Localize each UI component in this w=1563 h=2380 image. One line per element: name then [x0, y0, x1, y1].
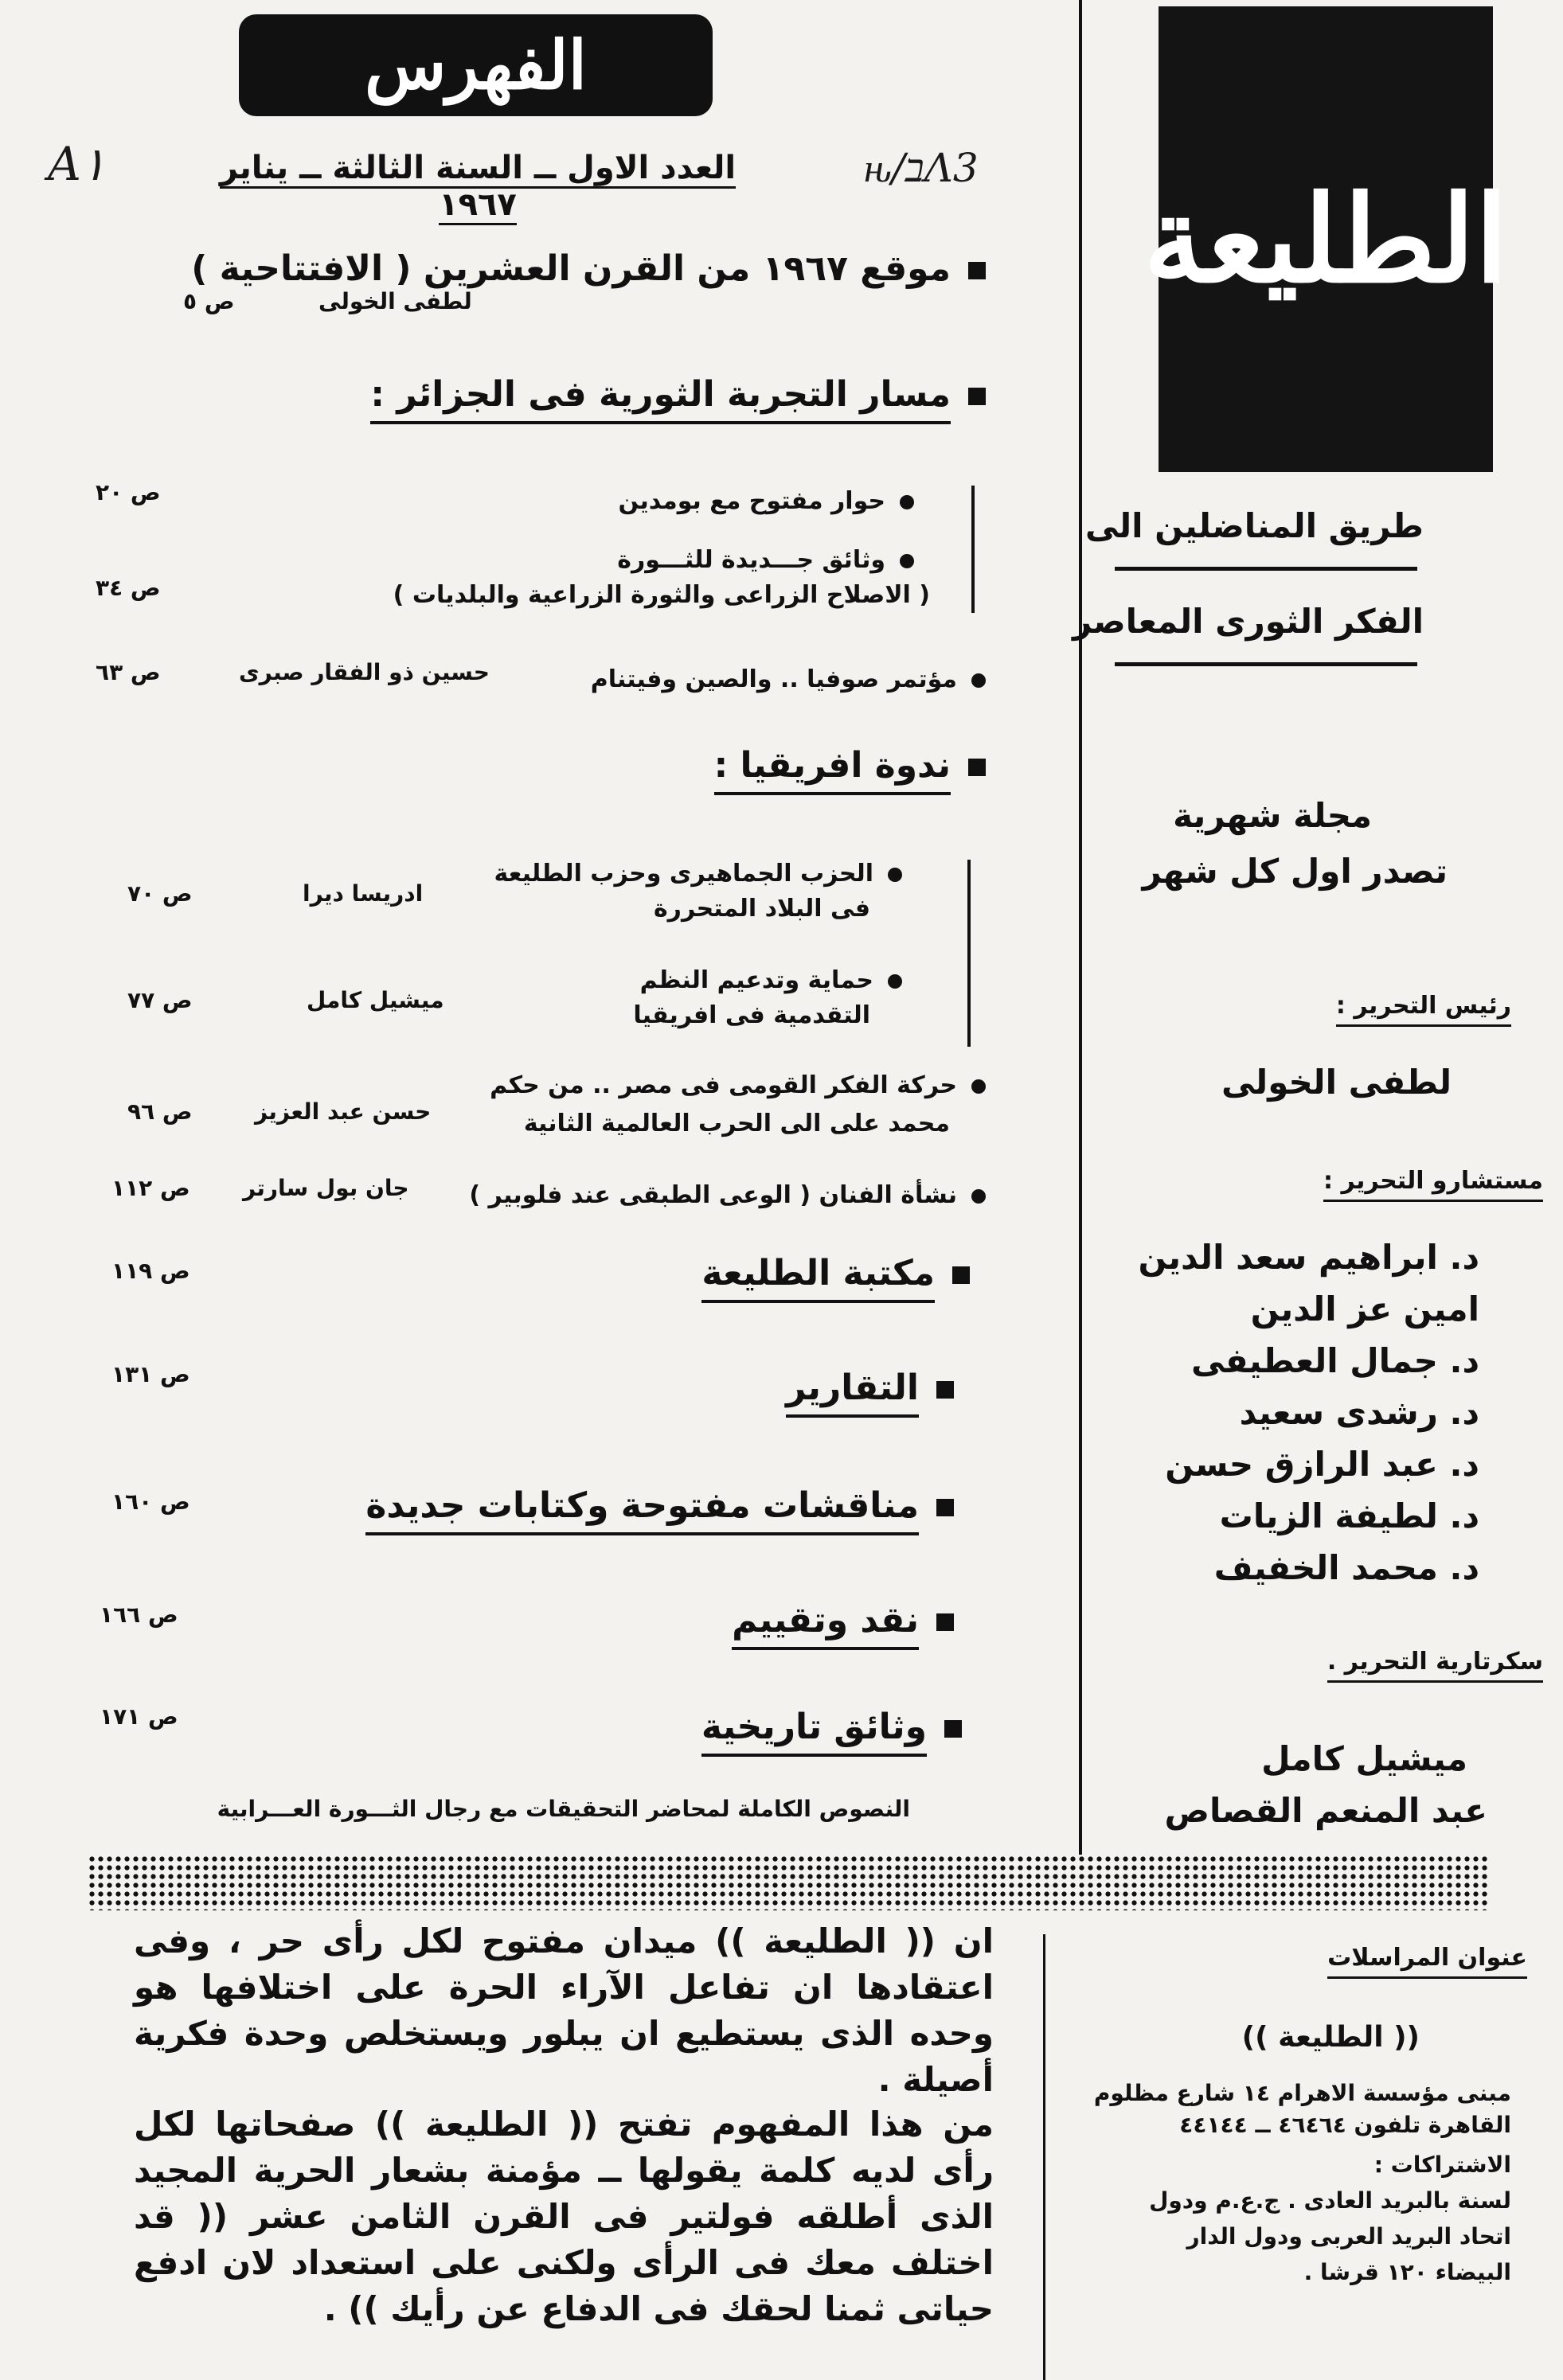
advisor-name: د. محمد الخفيف	[1213, 1548, 1479, 1587]
entry-page: ص ١٦٠	[111, 1488, 190, 1515]
entry-page: ص ٩٦	[127, 1098, 193, 1125]
round-bullet-icon	[900, 495, 914, 509]
round-bullet-icon	[971, 673, 986, 688]
group-bracket	[967, 860, 971, 1047]
entry-author: حسين ذو الفقار صبرى	[239, 659, 490, 685]
entry-subtitle: فى البلاد المتحررة	[653, 895, 870, 923]
advisors-label: مستشارو التحرير :	[1323, 1167, 1543, 1202]
round-bullet-icon	[888, 974, 902, 989]
entry-title: حركة الفكر القومى فى مصر .. من حكم	[490, 1071, 957, 1099]
entry-author: لطفى الخولى	[318, 288, 472, 314]
subscription-line: اتحاد البريد العربى ودول الدار	[1186, 2223, 1511, 2249]
index-entry-debates[interactable]	[365, 1485, 954, 1526]
secretariat-label: سكرتارية التحرير .	[1327, 1648, 1543, 1683]
subscription-line: لسنة بالبريد العادى . ج.ع.م ودول	[1149, 2187, 1511, 2214]
index-entry-africa[interactable]	[714, 745, 986, 786]
index-entry-nationalism[interactable]	[490, 1071, 986, 1099]
entry-title: نشأة الفنان ( الوعى الطبقى عند فلوبير )	[469, 1181, 957, 1209]
entry-author: ادريسا ديرا	[303, 880, 424, 907]
advisor-name: د. لطيفة الزيات	[1219, 1496, 1479, 1535]
index-entry-reports[interactable]	[786, 1368, 954, 1408]
correspondence-label	[1081, 1942, 1527, 1974]
entry-subtitle: ( الاصلاح الزراعى والثورة الزراعية والبلديات )	[393, 581, 930, 609]
issue-line-text: العدد الاول ــ السنة الثالثة ــ يناير ١٩٦٧	[220, 150, 736, 225]
tagline-line-2: الفكر الثورى المعاصر	[1072, 602, 1424, 641]
entry-author: جان بول سارتر	[243, 1175, 409, 1201]
subscription-line: البيضاء ١٢٠ قرشا .	[1303, 2259, 1511, 2285]
tagline-rule	[1115, 662, 1417, 666]
entry-title: الحزب الجماهيرى وحزب الطليعة	[494, 860, 873, 888]
entry-subtitle: محمد على الى الحرب العالمية الثانية	[523, 1110, 950, 1137]
index-entry-algeria[interactable]	[370, 374, 986, 415]
handwritten-mark-left: A١	[48, 137, 107, 191]
entry-page: ص ١٦٦	[100, 1602, 178, 1628]
entry-page: ص ١١٩	[111, 1258, 190, 1284]
index-heading: الفهرس	[239, 14, 713, 116]
entry-subtitle: التقدمية فى افريقيا	[633, 1001, 870, 1029]
entry-page: ص ١٧١	[100, 1703, 178, 1730]
index-entry-africa-1[interactable]	[494, 860, 902, 888]
entry-title: مؤتمر صوفيا .. والصين وفيتنام	[590, 665, 957, 693]
issue-line	[183, 150, 772, 223]
tagline-line-1: طريق المناضلين الى	[1084, 506, 1424, 545]
square-bullet-icon	[968, 262, 986, 279]
entry-title: ندوة افريقيا :	[714, 745, 951, 795]
entry-page: ص ٢٠	[96, 479, 161, 505]
entry-title: مسار التجربة الثورية فى الجزائر :	[370, 374, 951, 424]
advisor-name: د. عبد الرازق حسن	[1165, 1445, 1479, 1484]
index-entry-algeria-2[interactable]	[617, 546, 914, 574]
square-bullet-icon	[968, 759, 986, 776]
index-entry-library[interactable]	[701, 1253, 970, 1293]
phone-line: القاهرة تلفون ٤٦٤٦٤ ــ ٤٤١٤٤	[1179, 2112, 1511, 2138]
bottom-divider	[1043, 1934, 1045, 2380]
entry-page: ص ١١٢	[111, 1175, 190, 1201]
entry-title: مكتبة الطليعة	[701, 1253, 935, 1303]
entry-title: وثائق جـــديدة للثـــورة	[617, 546, 885, 574]
column-divider	[1079, 0, 1082, 1855]
square-bullet-icon	[952, 1266, 970, 1284]
round-bullet-icon	[971, 1079, 986, 1094]
round-bullet-icon	[971, 1189, 986, 1204]
entry-title: وثائق تاريخية	[701, 1707, 927, 1757]
editor-name: لطفى الخولى	[1221, 1063, 1452, 1102]
advisor-name: د. ابراهيم سعد الدين	[1138, 1238, 1479, 1277]
advisor-name: امين عز الدين	[1250, 1289, 1479, 1329]
halftone-band	[88, 1855, 1489, 1910]
secretariat-name: ميشيل كامل	[1261, 1739, 1467, 1778]
correspondence-name: (( الطليعة ))	[1241, 2021, 1420, 2054]
correspondence-label-text: عنوان المراسلات	[1327, 1944, 1527, 1979]
entry-author: ميشيل كامل	[307, 987, 444, 1013]
address-line: مبنى مؤسسة الاهرام ١٤ شارع مظلوم	[1093, 2080, 1511, 2106]
handwritten-mark-mid: Λ3ב/ԋ	[864, 145, 979, 191]
statement-paragraph-1: ان (( الطليعة )) ميدان مفتوح لكل رأى حر ، وفى اعتقادها ان تفاعل الآراء الحرة على اختلافها هو وحده الذى يستطيع ان يبلور ويستخلص وحدة فكرية أصيلة .	[134, 1922, 994, 2099]
index-entry-algeria-1[interactable]	[619, 487, 914, 515]
entry-title: حماية وتدعيم النظم	[639, 966, 873, 994]
entry-author: حسن عبد العزيز	[255, 1098, 432, 1125]
magazine-logo: الطليعة	[1143, 169, 1509, 310]
monthly-line-2: تصدر اول كل شهر	[1142, 852, 1448, 891]
tagline-rule	[1115, 567, 1417, 571]
subscriptions-label: الاشتراكات :	[1373, 2152, 1511, 2178]
round-bullet-icon	[900, 554, 914, 568]
entry-title: حوار مفتوح مع بومدين	[618, 487, 885, 515]
square-bullet-icon	[944, 1720, 962, 1738]
index-entry-critique[interactable]	[732, 1600, 954, 1641]
index-entry-documents[interactable]	[701, 1707, 962, 1747]
index-entry-sofia[interactable]	[591, 665, 986, 693]
square-bullet-icon	[968, 388, 986, 405]
square-bullet-icon	[936, 1381, 954, 1399]
entry-note: النصوص الكاملة لمحاضر التحقيقات مع رجال الثـــورة العـــرابية	[217, 1796, 910, 1822]
monthly-line-1: مجلة شهرية	[1173, 796, 1372, 835]
entry-page: ص ٥	[183, 288, 235, 314]
statement-paragraph-2: من هذا المفهوم تفتح (( الطليعة )) صفحاتها لكل رأى لديه كلمة يقولها ــ مؤمنة بشعار الحرية المجيد الذى أطلقه فولتير فى القرن الثامن عشر (( قد اختلف معك فى الرأى ولكنى على استعداد لان ادفع حياتى ثمنا لحقك فى الدفاع عن رأيك )) .	[134, 2105, 994, 2328]
entry-page: ص ٧٧	[127, 987, 193, 1013]
index-entry-opening[interactable]	[191, 248, 986, 289]
editor-label: رئيس التحرير :	[1336, 992, 1511, 1027]
entry-page: ص ٦٣	[96, 659, 161, 685]
index-entry-africa-2[interactable]	[640, 966, 902, 994]
square-bullet-icon	[936, 1499, 954, 1516]
square-bullet-icon	[936, 1613, 954, 1631]
advisor-name: د. رشدى سعيد	[1239, 1393, 1479, 1432]
index-entry-artist[interactable]	[469, 1181, 986, 1209]
advisor-name: د. جمال العطيفى	[1190, 1341, 1479, 1380]
entry-page: ص ٧٠	[127, 880, 193, 907]
entry-title: مناقشات مفتوحة وكتابات جديدة	[365, 1485, 919, 1535]
group-bracket	[971, 486, 975, 613]
entry-page: ص ٣٤	[96, 575, 161, 601]
entry-page: ص ١٣١	[111, 1361, 190, 1387]
round-bullet-icon	[888, 868, 902, 882]
entry-title: التقارير	[786, 1368, 919, 1418]
entry-title: نقد وتقييم	[732, 1600, 919, 1650]
secretariat-name: عبد المنعم القصاص	[1164, 1791, 1487, 1830]
entry-title: موقع ١٩٦٧ من القرن العشرين ( الافتتاحية )	[191, 248, 951, 289]
